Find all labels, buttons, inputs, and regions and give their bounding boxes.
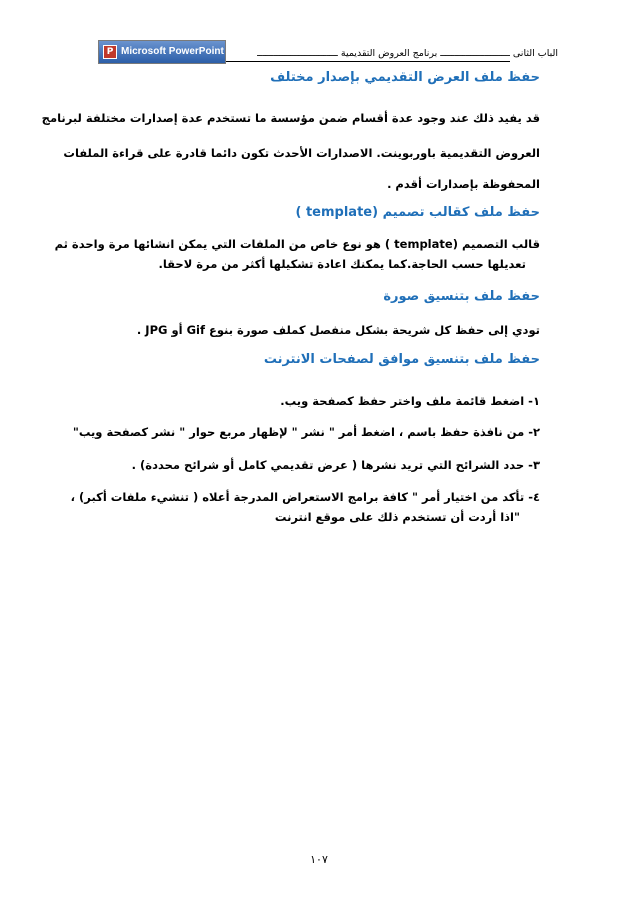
powerpoint-logo [98,40,226,64]
section-2-line-1: قالب التصميم (template ) هو نوع خاص من الملفات التي يمكن انشائها مرة واحدة ثم [54,237,540,251]
logo-text: Microsoft PowerPoint [121,46,224,57]
section-3-line: تودي إلى حفظ كل شريحة بشكل منفصل كملف صورة بنوع Gif أو JPG . [136,323,540,337]
section-1-heading: حفظ ملف العرض التقديمي بإصدار مختلف [270,70,540,85]
section-4-heading: حفظ ملف بتنسيق موافق لصفحات الانترنت [263,352,540,367]
section-4-item-4: ٤- تأكد من اختيار أمر " كافة برامج الاستعراض المدرجة أعلاه ( تنشيء ملفات أكبر) ، [70,490,540,504]
page-header [98,40,558,66]
header-text: الباب الثانى ـــــــــــــــــــــــــ برنامج العروض التقديمية ـــــــــــــــــــــــــــــ [257,48,558,59]
section-4-item-2: ٢- من نافذة حفظ باسم ، اضغط أمر " نشر " لإظهار مربع حوار " نشر كصفحة ويب" [72,425,540,439]
header-rule [226,61,510,62]
powerpoint-icon: P [103,45,117,59]
section-3-heading: حفظ ملف بتنسيق صورة [383,289,540,304]
section-1-line-1: قد يفيد ذلك عند وجود عدة أقسام ضمن مؤسسة ما تستخدم عدة إصدارات مختلفة لبرنامج [41,111,540,125]
section-2-heading: حفظ ملف كقالب تصميم (template ) [295,205,540,220]
section-4-item-3: ٣- حدد الشرائح التي تريد نشرها ( عرض تقديمي كامل أو شرائح محددة) . [131,458,540,472]
section-4-item-1: ١- اضغط قائمة ملف واختر حفظ كصفحة ويب. [280,394,540,408]
section-1-line-3: المحفوظة بإصدارات أقدم . [387,177,540,191]
page-number: ١٠٧ [310,853,328,866]
section-2-line-2: تعديلها حسب الحاجة.كما يمكنك اعادة تشكيلها أكثر من مرة لاحقا. [158,257,526,271]
section-1-line-2: العروض التقديمية باوربوينت. الاصدارات الأحدث تكون دائما قادرة على قراءة الملفات [63,146,540,160]
section-4-item-4-cont: "اذا أردت أن تستخدم ذلك على موقع انترنت [274,510,520,524]
